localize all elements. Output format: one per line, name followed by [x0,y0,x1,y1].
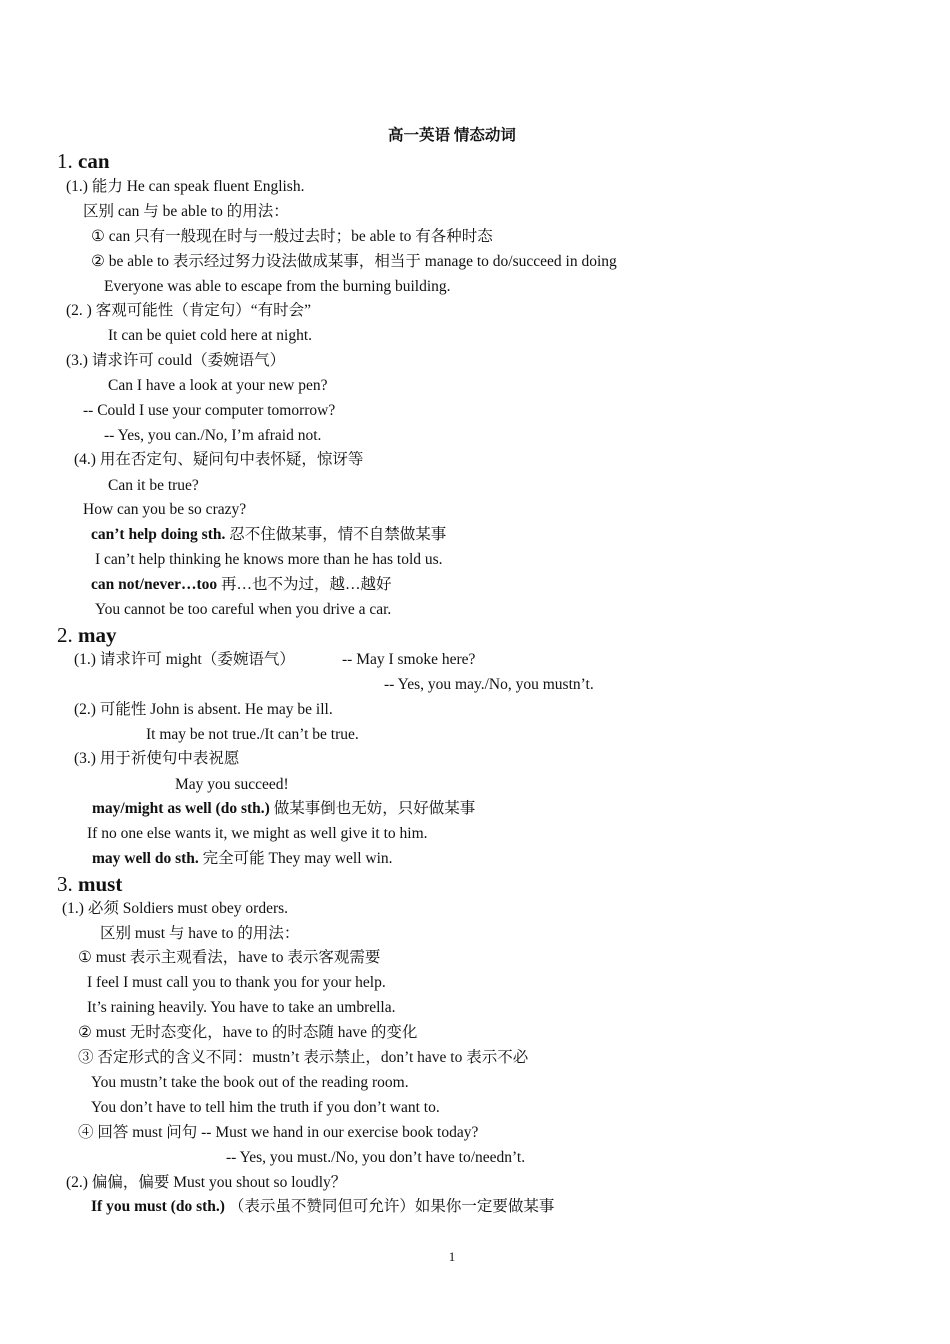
phrase-bold: If you must (do sth.) [91,1198,225,1215]
section-heading-may [57,625,117,646]
phrase-meaning: （表示虽不赞同但可允许）如果你一定要做某事 [224,1198,555,1215]
text-line: 区别 must 与 have to 的用法： [100,925,300,942]
page-number: 1 [448,1249,456,1264]
section-number: 1. [57,149,73,173]
phrase-meaning: 再…也不为过，越…越好 [217,576,392,593]
text-line: (2. ) 客观可能性（肯定句）“有时会” [66,302,311,319]
phrase-meaning: 忍不住做某事，情不自禁做某事 [225,526,447,543]
text-line: ③ 否定形式的含义不同：mustn’t 表示禁止，don’t have to 表示不必 [78,1049,529,1066]
example-sentence: Can I have a look at your new pen? [108,377,328,394]
example-sentence: -- Could I use your computer tomorrow? [83,402,336,419]
text-line: (2.) 可能性 John is absent. He may be ill. [74,701,333,718]
phrase-bold: may/might as well (do sth.) [92,800,270,817]
text-line: 区别 can 与 be able to 的用法： [83,203,289,220]
example-sentence: It can be quiet cold here at night. [108,327,313,344]
example-sentence: -- May I smoke here? [342,651,476,668]
text-line: ② must 无时态变化，have to 的时态随 have 的变化 [78,1024,418,1041]
section-word: must [78,872,123,896]
example-sentence: You cannot be too careful when you drive a car. [95,601,392,618]
example-sentence: -- Yes, you may./No, you mustn’t. [384,676,594,693]
example-sentence: How can you be so crazy? [83,501,247,518]
example-sentence: Everyone was able to escape from the burning building. [104,278,451,295]
text-line: (2.) 偏偏，偏要 Must you shout so loudly？ [66,1174,347,1191]
text-line: (3.) 请求许可 could（委婉语气） [66,352,286,369]
example-sentence: I can’t help thinking he knows more than he has told us. [95,551,443,568]
example-sentence: It may be not true./It can’t be true. [146,726,359,743]
example-sentence: If no one else wants it, we might as well give it to him. [87,825,428,842]
phrase-line [92,801,475,817]
example-sentence: You mustn’t take the book out of the reading room. [91,1074,409,1091]
section-heading-must [57,874,122,895]
example-sentence: You don’t have to tell him the truth if you don’t want to. [91,1099,440,1116]
phrase-line [91,577,392,593]
text-line: (1.) 能力 He can speak fluent English. [66,178,305,195]
phrase-bold: may well do sth. [92,850,199,867]
section-number: 2. [57,623,73,647]
phrase-line [91,527,446,543]
example-sentence: -- Yes, you can./No, I’m afraid not. [104,427,322,444]
phrase-bold: can’t help doing sth. [91,526,226,543]
example-sentence: I feel I must call you to thank you for your help. [87,974,386,991]
section-number: 3. [57,872,73,896]
text-line: ① must 表示主观看法，have to 表示客观需要 [78,949,381,966]
text-line: (1.) 请求许可 might（委婉语气） [74,651,295,668]
example-sentence: May you succeed! [175,776,289,793]
text-line: (1.) 必须 Soldiers must obey orders. [62,900,289,917]
example-sentence: It’s raining heavily. You have to take an umbrella. [87,999,396,1016]
text-line: ① can 只有一般现在时与一般过去时；be able to 有各种时态 [91,228,493,245]
phrase-line [92,851,393,867]
phrase-meaning: 做某事倒也无妨，只好做某事 [269,800,476,817]
text-line: ② be able to 表示经过努力设法做成某事，相当于 manage to do/succeed in doing [91,253,617,270]
phrase-line [91,1199,554,1215]
text-line: (3.) 用于祈使句中表祝愿 [74,750,240,767]
section-word: may [78,623,117,647]
example-sentence: Can it be true? [108,477,199,494]
section-word: can [78,149,110,173]
text-line: ④ 回答 must 问句 -- Must we hand in our exercise book today? [78,1124,479,1141]
example-sentence: -- Yes, you must./No, you don’t have to/needn’t. [226,1149,526,1166]
document-title: 高一英语 情态动词 [388,127,516,144]
phrase-meaning: 完全可能 They may well win. [198,850,393,867]
phrase-bold: can not/never…too [91,576,218,593]
section-heading-can [57,151,110,172]
text-line: (4.) 用在否定句、疑问句中表怀疑，惊讶等 [74,451,364,468]
